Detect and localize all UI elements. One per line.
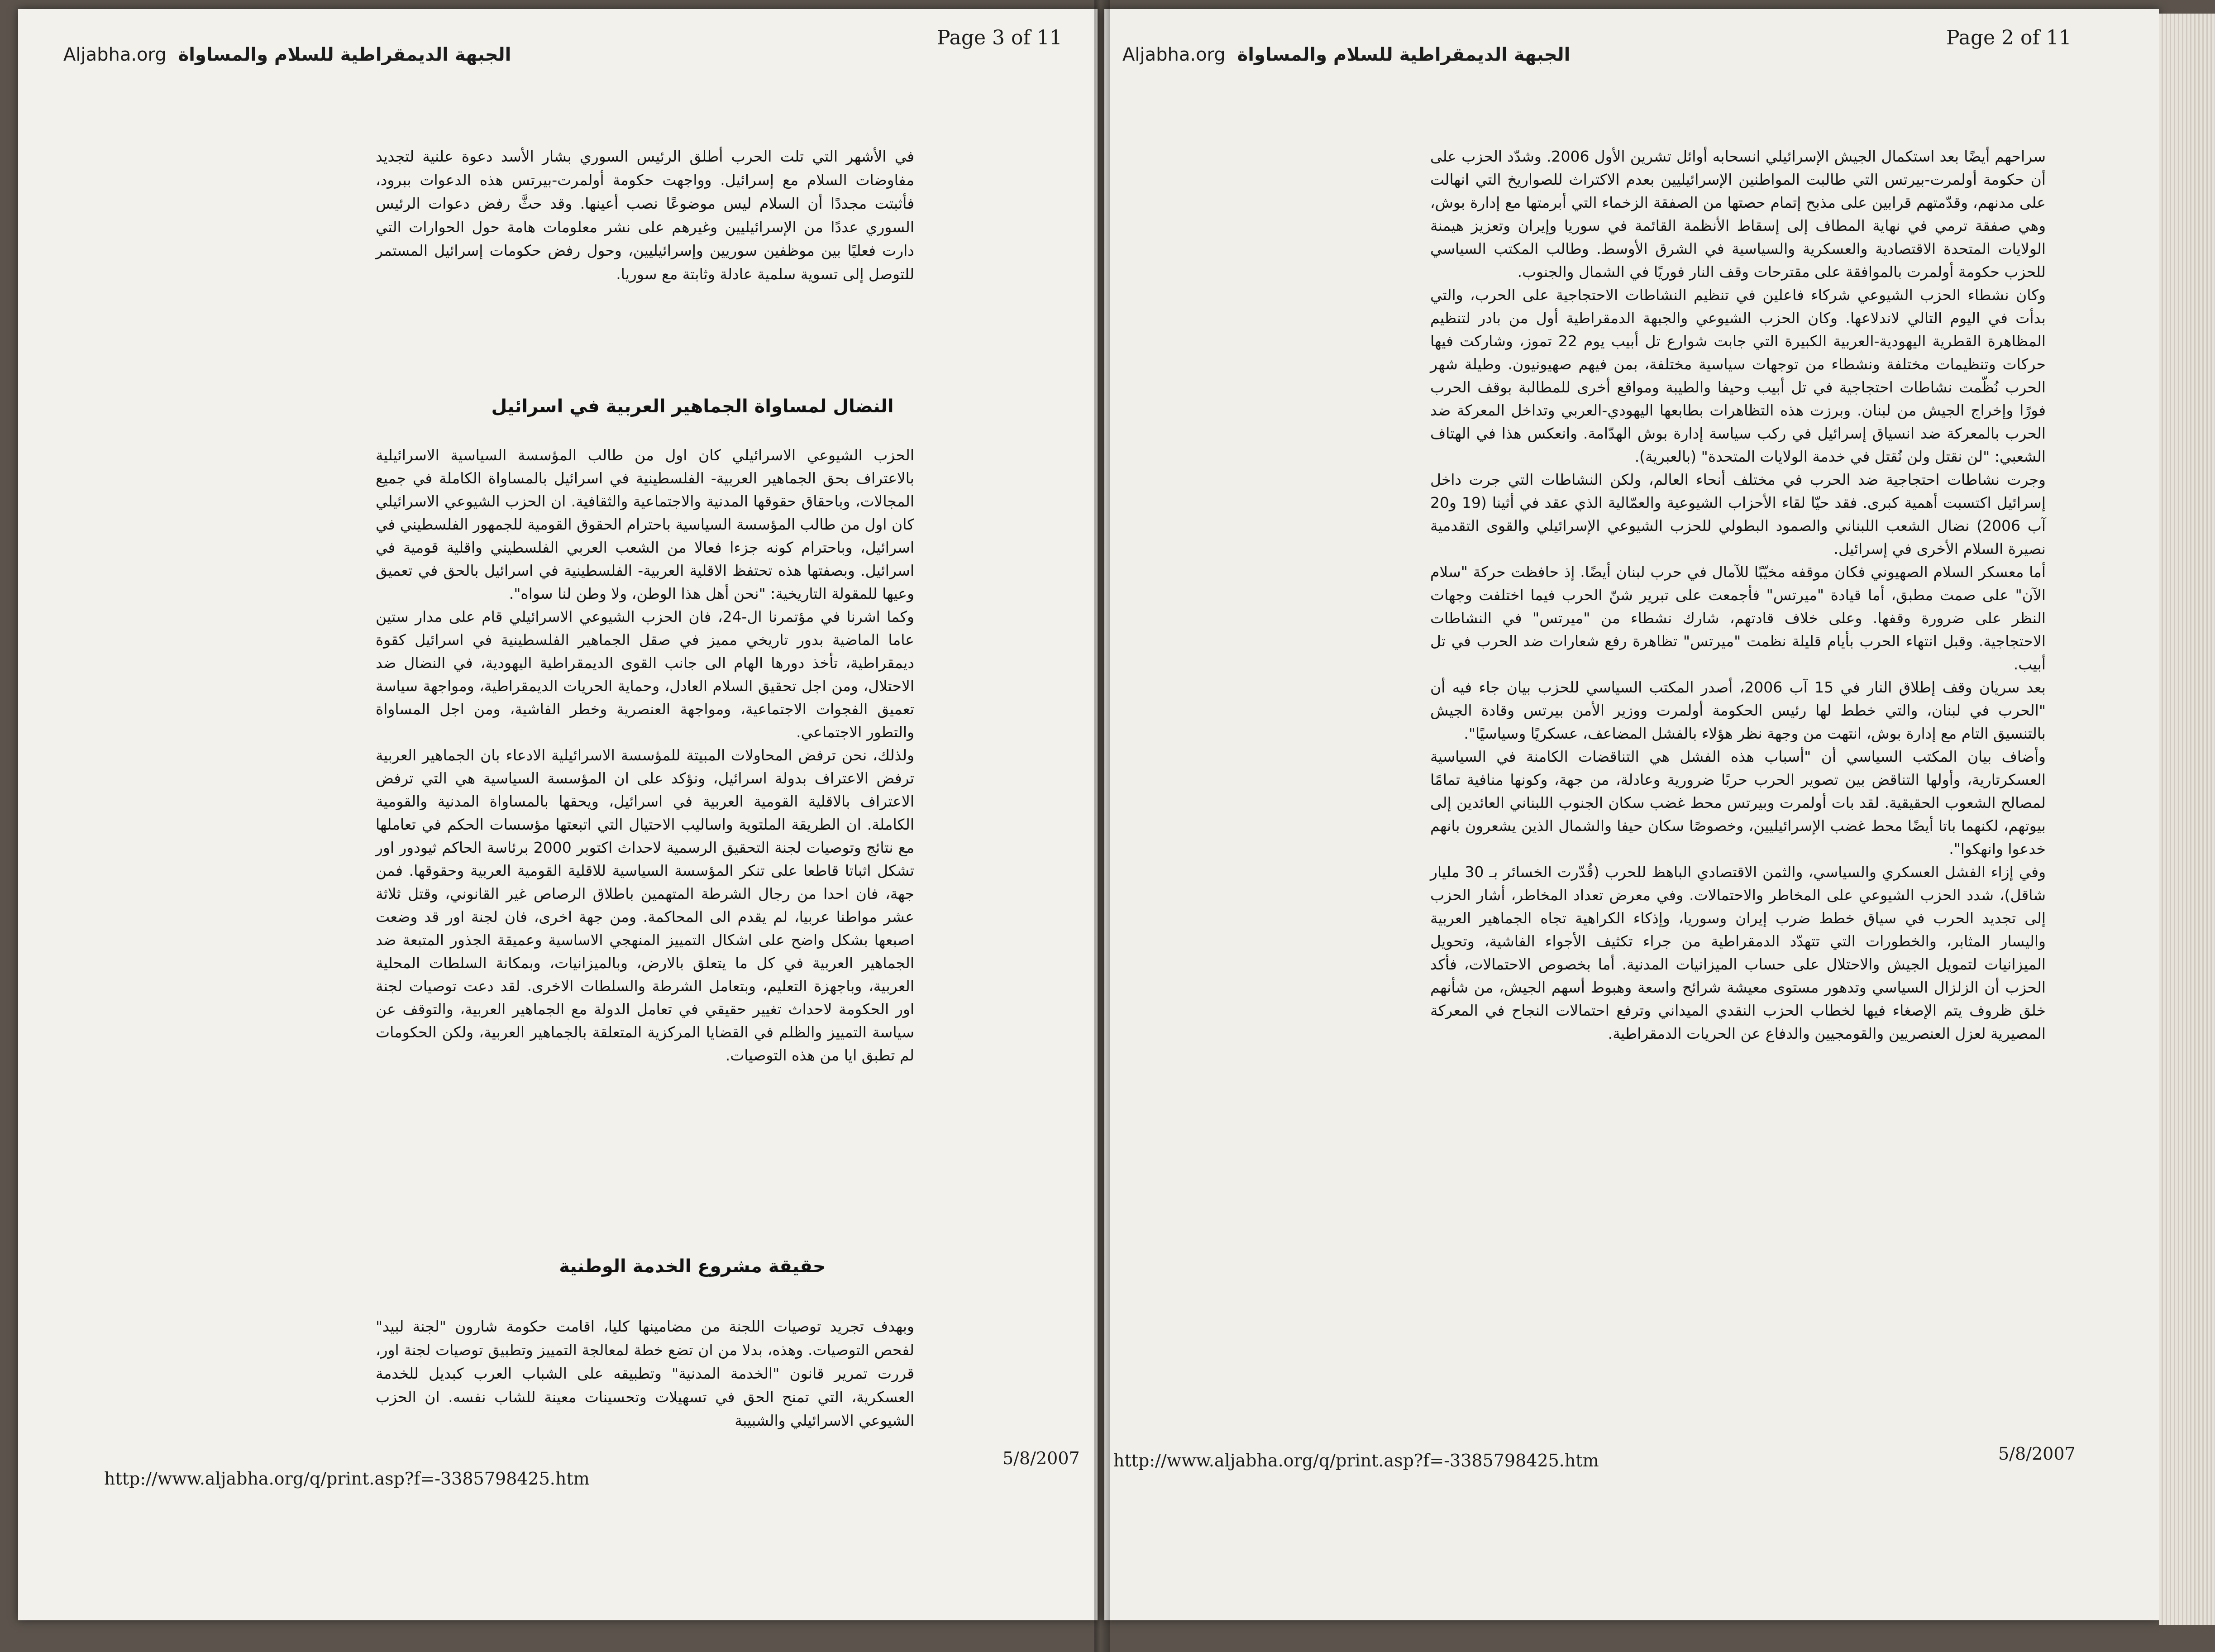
site-header <box>63 44 511 65</box>
paragraph: وكان نشطاء الحزب الشيوعي شركاء فاعلين في تنظيم النشاطات الاحتجاجية على الحرب، والتي بدأت في اليوم التالي لاندلاعها. وكان الحزب الشيوعي والجبهة الدمقراطية أول من بادر لتنظيم المظاهرة القطرية اليهودية-العربية الكبيرة التي جابت شوارع تل أبيب يوم 22 تموز، وشاركت فيها حركات وتنظيمات مختلفة ونشطاء من توجهات سياسية مختلفة، بمن فيهم صهيونيون. وطيلة شهر الحرب نُظّمت نشاطات احتجاجية في تل أبيب وحيفا والطيبة ومواقع أخرى للمطالبة بوقف الحرب فورًا وإخراج الجيش من لبنان. وبرزت هذه التظاهرات بطابعها اليهودي-العربي وتداخل المعركة ضد الحرب بالمعركة ضد انسياق إسرائيل في ركب سياسة إدارة بوش الهدّامة. وانعكس هذا في الهتاف الشعبي: "لن نقتل ولن نُقتل في خدمة الولايات المتحدة" (بالعبرية). <box>1430 286 2046 465</box>
page-number: Page 3 of 11 <box>937 26 1062 49</box>
site-arabic-title: الجبهة الديمقراطية للسلام والمساواة <box>178 44 511 65</box>
intro-paragraph-block <box>376 145 914 286</box>
page-edge-stack <box>2159 14 2215 1625</box>
site-header <box>1122 44 1570 65</box>
print-url: http://www.aljabha.org/q/print.asp?f=-3385798425.htm <box>1113 1451 1599 1471</box>
site-arabic-title: الجبهة الديمقراطية للسلام والمساواة <box>1237 44 1571 65</box>
document-page-2 <box>1104 9 2159 1620</box>
section-body <box>376 444 914 1067</box>
paragraph: ولذلك، نحن ترفض المحاولات المبيتة للمؤسسة الاسرائيلية الادعاء بان الجماهير العربية ترفض الاعتراف بدولة اسرائيل، ونؤكد على ان المؤسسة السياسية هي التي ترفض الاعتراف بالاقلية القومية العربية في اسرائيل، ويحقها بالمساواة المدنية والقومية الكاملة. ان الطريقة الملتوية واساليب الاحتيال التي اتبعتها مؤسسات الحكم في تعاملها مع نتائج وتوصيات لجنة التحقيق الرسمية لاحداث اكتوبر 2000 برئاسة الحاكم ثيودور اور تشكل اثباتا قاطعا على تنكر المؤسسة السياسية للاقلية القومية العربية وحقوقها. فمن جهة، فان احدا من رجال الشرطة المتهمين باطلاق الرصاص غير القانوني، وقتل ثلاثة عشر مواطنا عربيا، لم يقدم الى المحاكمة. ومن جهة اخرى، فان لجنة اور قد وضعت اصبعها بشكل واضح على اشكال التمييز المنهجي الاساسية وعميقة الجذور المتبعة ضد الجماهير العربية في كل ما يتعلق بالارض، وبالميزانيات، وبمكانة السلطات المحلية العربية، وباجهزة التعليم، وبتعامل الشرطة والسلطات الاخرى. لقد دعت توصيات لجنة اور الحكومة لاحداث تغيير حقيقي في تعامل الدولة مع الجماهير العربية، والتوقف عن سياسة التمييز والظلم في القضايا المركزية المتعلقة بالجماهير العربية، ولكن الحكومات لم تطبق ايا من هذه التوصيات. <box>376 746 914 1064</box>
paragraph: وأضاف بيان المكتب السياسي أن "أسباب هذه الفشل هي التناقضات الكامنة في السياسية العسكرتارية، وأولها التناقض بين تصوير الحرب حربًا ضرورية وعادلة، من جهة، وكونها منافية تمامًا لمصالح الشعوب الحقيقية. لقد بات أولمرت وبيرتس محط غضب سكان الجنوب اللبناني العائدين إلى بيوتهم، لكنهما باتا أيضًا محط غضب الإسرائيليين، وخصوصًا سكان حيفا والشمال الذين يشعرون بانهم خدعوا وانهكوا". <box>1430 748 2046 858</box>
paragraph: في الأشهر التي تلت الحرب أطلق الرئيس السوري بشار الأسد دعوة علنية لتجديد مفاوضات السلام مع إسرائيل. وواجهت حكومة أولمرت-بيرتس هذه الدعوات ببرود، فأثبتت مجددًا أن السلام ليس موضوعًا نصب أعينها. وقد حثَّ رفض دعوات الرئيس السوري عددًا من الإسرائيليين وغيرهم على نشر معلومات هامة حول الحوارات التي دارت فعليًا بين موظفين سوريين وإسرائيليين، وحول رفض حكومات إسرائيل المستمر للتوصل إلى تسوية سلمية عادلة وثابتة مع سوريا. <box>376 148 914 283</box>
section-heading: النضال لمساواة الجماهير العربية في اسرائيل <box>491 396 894 417</box>
paragraph: وكما اشرنا في مؤتمرنا ال-24، فان الحزب الشيوعي الاسرائيلي قام على مدار ستين عاما الماضية بدور تاريخي مميز في صقل الجماهير الفلسطينية في اسرائيل كقوة ديمقراطية، تأخذ دورها الهام الى جانب القوى الديمقراطية اليهودية، في النضال ضد الاحتلال، ومن اجل تحقيق السلام العادل، وحماية الحريات الديمقراطية، ومواجهة سياسة تعميق الفجوات الاجتماعية، ومواجهة العنصرية وخطر الفاشية، ومن اجل المساواة والتطور الاجتماعي. <box>376 608 914 741</box>
site-name: Aljabha.org <box>1122 44 1226 65</box>
site-name: Aljabha.org <box>63 44 167 65</box>
paragraph: أما معسكر السلام الصهيوني فكان موقفه مخيّبًا للآمال في حرب لبنان أيضًا. إذ حافظت حركة "سلام الآن" على صمت مطبق، أما قيادة "ميرتس" فأجمعت على تبرير شنّ الحرب فيما اختلفت وجهات النظر على ضرورة وقفها. وعلى خلاف قادتهم، شارك نشطاء من "ميرتس" في النشاطات الاحتجاجية. وقبل انتهاء الحرب بأيام قليلة نظمت "ميرتس" تظاهرة رفع شعارات ضد الحرب في تل أبيب. <box>1430 563 2046 673</box>
paragraph: بعد سريان وقف إطلاق النار في 15 آب 2006، أصدر المكتب السياسي للحزب بيان جاء فيه أن "الحرب في لبنان، والتي خطط لها رئيس الحكومة أولمرت ووزير الأمن بيرتس وقادة الجيش بالتنسيق التام مع إدارة بوش، انتهت من وجهة نظر هؤلاء بالفشل المضاعف، عسكريًا وسياسيًا". <box>1430 678 2046 742</box>
page-body <box>1430 145 2046 1045</box>
section-heading: حقيقة مشروع الخدمة الوطنية <box>559 1256 826 1277</box>
paragraph: وبهدف تجريد توصيات اللجنة من مضامينها كليا، اقامت حكومة شارون "لجنة لبيد" لفحص التوصيات. وهذه، بدلا من ان تضع خطة لمعالجة التمييز وتطبيق توصيات لجنة اور، قررت تمرير قانون "الخدمة المدنية" وتطبيقه على الشباب العرب كبديل للخدمة العسكرية، التي تمنح الحق في تسهيلات وتحسينات معينة للشاب نفسه. ان الحزب الشيوعي الاسرائيلي والشبيبة <box>376 1318 914 1429</box>
section-body <box>376 1315 914 1432</box>
document-page-3 <box>18 9 1098 1620</box>
print-date: 5/8/2007 <box>1998 1444 2076 1464</box>
paragraph: وجرت نشاطات احتجاجية ضد الحرب في مختلف أنحاء العالم، ولكن النشاطات التي جرت داخل إسرائيل اكتسبت أهمية كبرى. فقد حيّا لقاء الأحزاب الشيوعية والعمّالية الذي عقد في أثينا (19 و20 آب 2006) نضال الشعب اللبناني والصمود البطولي للحزب الشيوعي الإسرائيلي والقوى التقدمية نصيرة السلام الأخرى في إسرائيل. <box>1430 471 2046 558</box>
page-number: Page 2 of 11 <box>1946 26 2072 49</box>
print-url: http://www.aljabha.org/q/print.asp?f=-3385798425.htm <box>104 1469 590 1489</box>
paragraph: وفي إزاء الفشل العسكري والسياسي، والثمن الاقتصادي الباهظ للحرب (قُدّرت الخسائر بـ 30 مليار شاقل)، شدد الحزب الشيوعي على المخاطر والاحتمالات. وفي معرض تعداد المخاطر، أشار الحزب إلى تجديد الحرب في سياق خطط ضرب إيران وسوريا، وإذكاء الكراهية تجاه الجماهير العربية واليسار المثابر، والخطورات التي تتهدّد الدمقراطية من جراء تكثيف الأجواء الفاشية، وتحويل الميزانيات لتمويل الجيش والاحتلال على حساب الميزانيات المدنية. أما بخصوص الاحتمالات، فأكد الحزب أن الزلزال السياسي وتدهور مستوى معيشة شرائح واسعة وهبوط أسهم الجيش، من شأنهم خلق ظروف يتم الإصغاء فيها لخطاب الحزب النقدي الميداني وترفع احتمالات النجاح في المعركة المصيرية لعزل العنصريين والقومجيين والدفاع عن الحريات الدمقراطية. <box>1430 863 2046 1042</box>
book-fold <box>1094 0 1110 1652</box>
paragraph: الحزب الشيوعي الاسرائيلي كان اول من طالب المؤسسة السياسية الاسرائيلية بالاعتراف بحق الجماهير العربية- الفلسطينية في اسرائيل بالمساواة الكاملة في جميع المجالات، وباحقاق حقوقها المدنية والاجتماعية والثقافية. ان الحزب الشيوعي الاسرائيلي كان اول من طالب المؤسسة السياسية باحترام الحقوق القومية للجمهور الفلسطيني في اسرائيل، وباحترام كونه جزءا فعالا من الشعب العربي الفلسطيني واقلية قومية في اسرائيل. وبصفتها هذه تحتفظ الاقلية العربية- الفلسطينية في اسرائيل بالحق في تعميق وعيها للمقولة التاريخية: "نحن أهل هذا الوطن، ولا وطن لنا سواه". <box>376 446 914 602</box>
print-date: 5/8/2007 <box>1002 1448 1080 1468</box>
paragraph: سراحهم أيضًا بعد استكمال الجيش الإسرائيلي انسحابه أوائل تشرين الأول 2006. وشدّد الحزب على أن حكومة أولمرت-بيرتس التي طالبت المواطنين الإسرائيليين بعدم الاكتراث للصواريخ التي انهالت على مدنهم، وقدّمتهم قرابين على مذبح إتمام حصتها من الصفقة الزخماء التي أبرمتها مع إدارة بوش، وهي صفقة ترمي في نهاية المطاف إلى إسقاط الأنظمة القائمة في سوريا وإيران وتعزيز هيمنة الولايات المتحدة الاقتصادية والعسكرية والسياسية في الشرق الأوسط. وطالب المكتب السياسي للحزب حكومة أولمرت بالموافقة على مقترحات وقف النار فوريًا في الشمال والجنوب. <box>1430 148 2046 281</box>
